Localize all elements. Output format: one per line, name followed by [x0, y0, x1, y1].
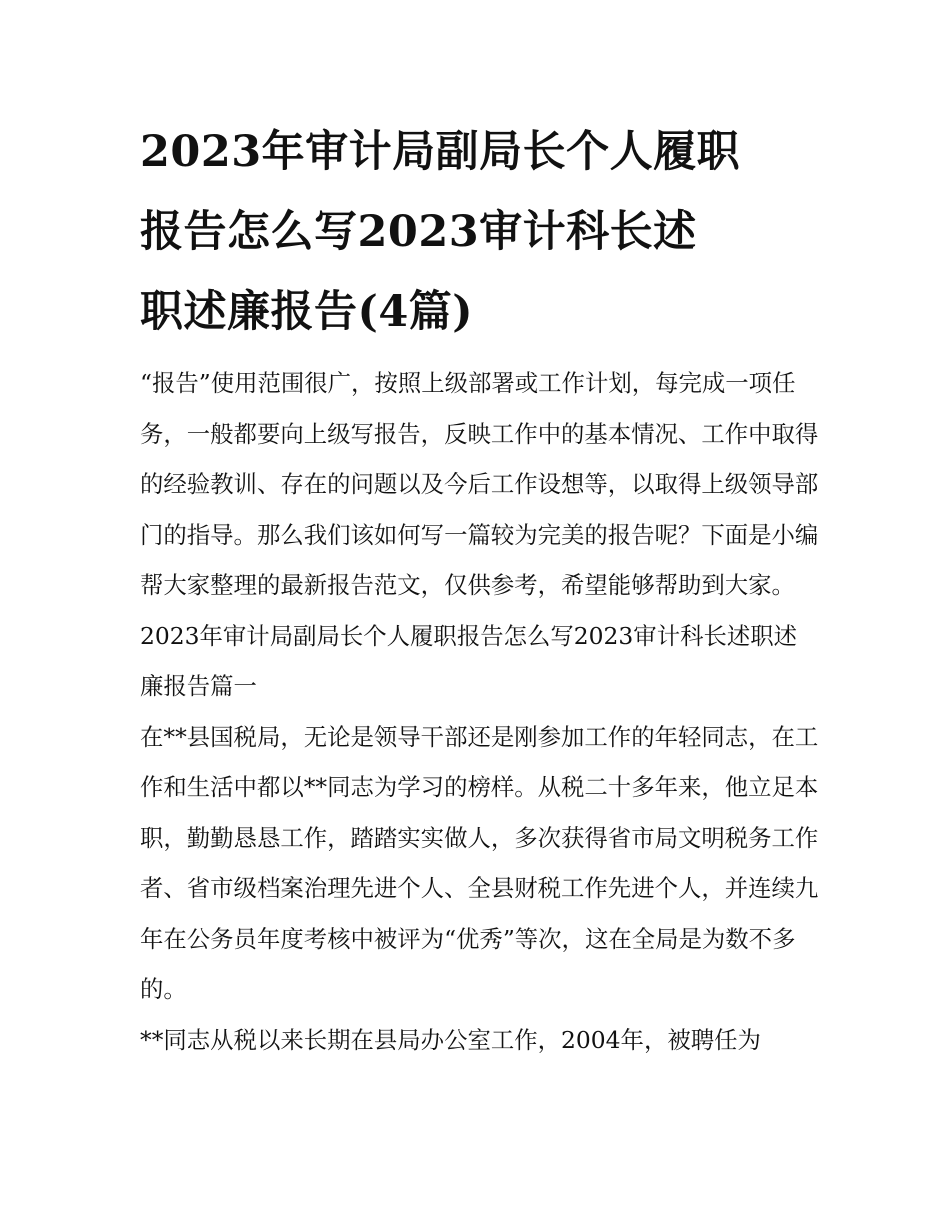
document-title [140, 112, 820, 352]
body-paragraph: 在**县国税局，无论是领导干部还是刚参加工作的年轻同志，在工作和生活中都以**同志为学习的榜样。从税二十多年来，他立足本职，勤勤恳恳工作，踏踏实实做人，多次获得省市局文明税务工作者、省市级档案治理先进个人、全县财税工作先进个人，并连续九年在公务员年度考核中被评为“优秀”等次，这在全局是为数不多的。 [140, 722, 819, 1003]
intro-paragraph: “报告”使用范围很广，按照上级部署或工作计划，每完成一项任务，一般都要向上级写报告，反映工作中的基本情况、工作中取得的经验教训、存在的问题以及今后工作设想等，以取得上级领导部门的指导。那么我们该如何写一篇较为完美的报告呢？下面是小编帮大家整理的最新报告范文，仅供参考，希望能够帮助到大家。 [140, 369, 819, 599]
title-line-1: 2023年审计局副局长个人履职 [140, 127, 741, 177]
document-body [140, 358, 820, 1065]
document-page [140, 112, 820, 1065]
body-paragraph: **同志从税以来长期在县局办公室工作，2004年，被聘任为 [140, 1025, 761, 1054]
section-heading: 2023年审计局副局长个人履职报告怎么写2023审计科长述职述廉报告篇一 [140, 621, 798, 700]
title-line-3: 职述廉报告(4篇) [140, 287, 474, 337]
title-line-2: 报告怎么写2023审计科长述 [140, 207, 697, 257]
